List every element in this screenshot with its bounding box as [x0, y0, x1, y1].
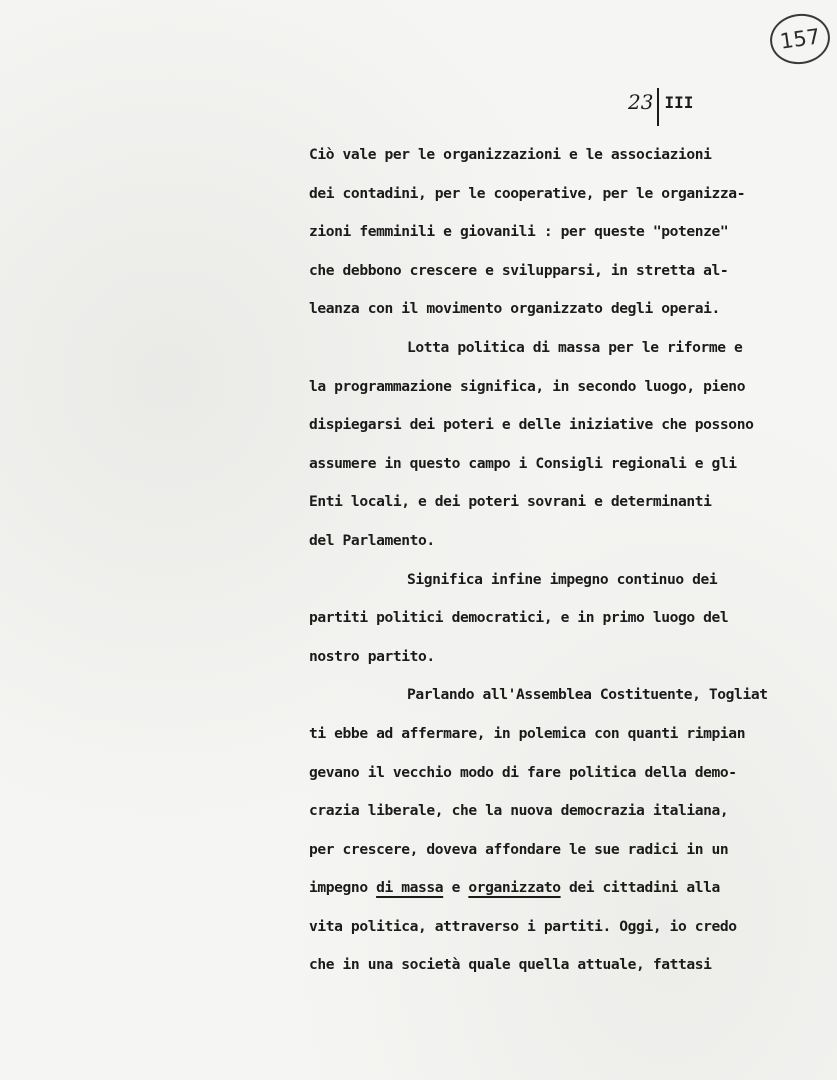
text-line: che in una società quale quella attuale, fattasi [309, 956, 712, 974]
text-segment: dei cittadini alla [560, 879, 720, 897]
typed-page-number: III [664, 93, 694, 112]
text-line: nostro partito. [309, 647, 435, 665]
handwritten-page-number: 23 [628, 90, 654, 114]
page-ref-divider [657, 88, 659, 126]
paragraph-start-line: Parlando all'Assemblea Costituente, Togliat [407, 686, 768, 704]
text-line: assumere in questo campo i Consigli regionali e gli [309, 454, 737, 472]
text-line: del Parlamento. [309, 531, 435, 549]
archive-stamp: 157 [767, 10, 833, 68]
text-line: Enti locali, e dei poteri sovrani e determinanti [309, 493, 712, 511]
text-line: vita politica, attraverso i partiti. Oggi, io credo [309, 917, 737, 935]
typewritten-body [309, 136, 835, 985]
text-line: leanza con il movimento organizzato degli operai. [309, 300, 720, 318]
text-line: dei contadini, per le cooperative, per le organizza- [309, 184, 746, 202]
text-line: la programmazione significa, in secondo luogo, pieno [309, 377, 746, 395]
text-line: per crescere, doveva affondare le sue radici in un [309, 840, 729, 858]
text-line: zioni femminili e giovanili : per queste "potenze" [309, 223, 729, 241]
text-line: ti ebbe ad affermare, in polemica con quanti rimpian [309, 724, 746, 742]
text-line: partiti politici democratici, e in primo luogo del [309, 609, 729, 627]
text-segment: impegno [309, 879, 377, 897]
underlined-phrase-organizzato: organizzato [468, 879, 561, 897]
text-line: che debbono crescere e svilupparsi, in stretta al- [309, 261, 729, 279]
text-line: gevano il vecchio modo di fare politica della demo- [309, 763, 737, 781]
underlined-phrase-di-massa: di massa [376, 879, 444, 897]
text-line: Ciò vale per le organizzazioni e le associazioni [309, 146, 712, 163]
text-line: dispiegarsi dei poteri e delle iniziative che possono [309, 416, 754, 434]
text-line: crazia liberale, che la nuova democrazia italiana, [309, 802, 729, 820]
paragraph-start-line: Lotta politica di massa per le riforme e [407, 338, 743, 356]
page-reference [628, 88, 693, 128]
text-line-with-underlines [309, 869, 835, 908]
text-segment: e [443, 879, 469, 897]
paragraph-start-line: Significa infine impegno continuo dei [407, 570, 718, 588]
